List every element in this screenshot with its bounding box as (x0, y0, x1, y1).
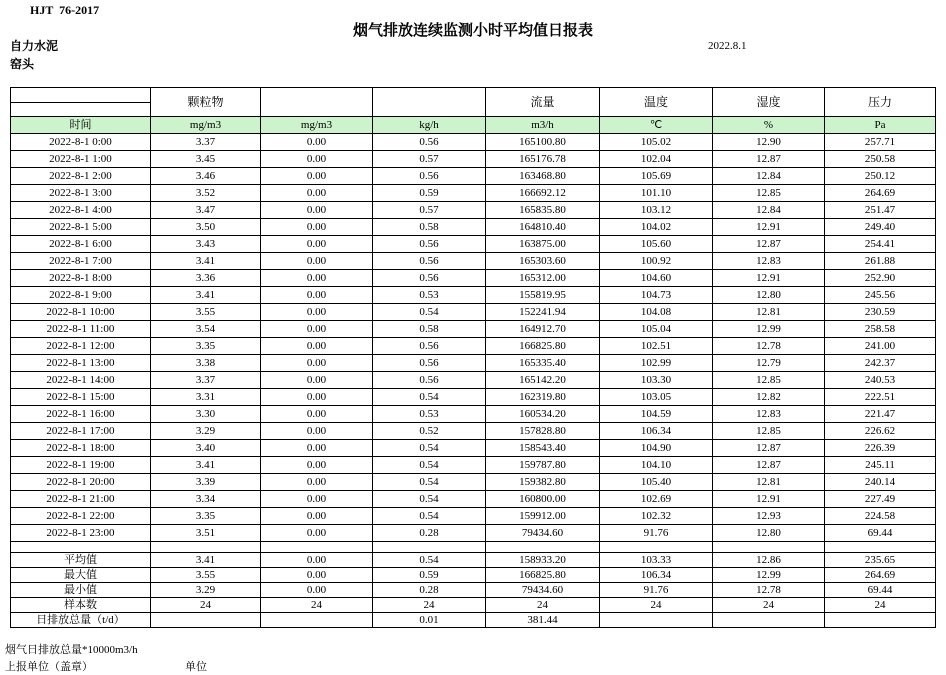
table-row (11, 474, 936, 491)
value-cell: 0.00 (261, 457, 373, 474)
value-cell: 0.56 (373, 134, 486, 151)
value-cell: 0.00 (261, 423, 373, 440)
value-cell: 159382.80 (486, 474, 600, 491)
value-cell: 3.46 (151, 168, 261, 185)
value-cell: 3.41 (151, 287, 261, 304)
summary-value-cell: 24 (373, 598, 486, 613)
value-cell: 12.81 (713, 304, 825, 321)
value-cell: 0.54 (373, 389, 486, 406)
time-cell: 2022-8-1 10:00 (11, 304, 151, 321)
col-header-temperature: 温度 (600, 88, 713, 117)
summary-value-cell: 24 (713, 598, 825, 613)
value-cell: 0.00 (261, 202, 373, 219)
value-cell: 12.99 (713, 321, 825, 338)
summary-value-cell: 24 (486, 598, 600, 613)
value-cell: 0.59 (373, 185, 486, 202)
time-cell: 2022-8-1 22:00 (11, 508, 151, 525)
time-cell: 2022-8-1 7:00 (11, 253, 151, 270)
value-cell: 3.47 (151, 202, 261, 219)
group-header-row (11, 88, 936, 103)
table-row (11, 202, 936, 219)
time-cell: 2022-8-1 2:00 (11, 168, 151, 185)
value-cell: 102.32 (600, 508, 713, 525)
value-cell: 245.56 (825, 287, 936, 304)
summary-value-cell: 12.86 (713, 553, 825, 568)
empty-cell (373, 542, 486, 553)
value-cell: 3.36 (151, 270, 261, 287)
value-cell: 3.52 (151, 185, 261, 202)
value-cell: 103.30 (600, 372, 713, 389)
unit-header-time: 时间 (11, 117, 151, 134)
value-cell: 3.51 (151, 525, 261, 542)
time-cell: 2022-8-1 4:00 (11, 202, 151, 219)
value-cell: 104.02 (600, 219, 713, 236)
value-cell: 0.00 (261, 508, 373, 525)
value-cell: 0.58 (373, 219, 486, 236)
value-cell: 0.56 (373, 355, 486, 372)
summary-value-cell (600, 613, 713, 628)
value-cell: 12.84 (713, 202, 825, 219)
value-cell: 105.69 (600, 168, 713, 185)
empty-cell (261, 542, 373, 553)
monitoring-site: 窑头 (10, 57, 35, 71)
unit-header-pa: Pa (825, 117, 936, 134)
table-row (11, 168, 936, 185)
value-cell: 105.40 (600, 474, 713, 491)
value-cell: 166825.80 (486, 338, 600, 355)
value-cell: 12.93 (713, 508, 825, 525)
table-row (11, 440, 936, 457)
summary-value-cell: 24 (151, 598, 261, 613)
value-cell: 12.80 (713, 525, 825, 542)
value-cell: 155819.95 (486, 287, 600, 304)
value-cell: 0.00 (261, 134, 373, 151)
time-cell: 2022-8-1 18:00 (11, 440, 151, 457)
empty-cell (11, 542, 151, 553)
time-cell: 2022-8-1 23:00 (11, 525, 151, 542)
value-cell: 102.51 (600, 338, 713, 355)
value-cell: 0.57 (373, 151, 486, 168)
value-cell: 242.37 (825, 355, 936, 372)
value-cell: 251.47 (825, 202, 936, 219)
unit-header-percent: % (713, 117, 825, 134)
value-cell: 0.00 (261, 168, 373, 185)
value-cell: 163875.00 (486, 236, 600, 253)
table-row (11, 321, 936, 338)
table-body (11, 134, 936, 628)
value-cell: 0.54 (373, 440, 486, 457)
summary-value-cell: 12.99 (713, 568, 825, 583)
empty-cell (151, 542, 261, 553)
value-cell: 3.55 (151, 304, 261, 321)
value-cell: 12.90 (713, 134, 825, 151)
value-cell: 12.79 (713, 355, 825, 372)
value-cell: 160534.20 (486, 406, 600, 423)
value-cell: 0.00 (261, 389, 373, 406)
page-title: 烟气排放连续监测小时平均值日报表 (352, 23, 593, 39)
summary-value-cell: 3.55 (151, 568, 261, 583)
company-name: 自力水泥 (10, 39, 59, 53)
value-cell: 3.41 (151, 253, 261, 270)
value-cell: 3.34 (151, 491, 261, 508)
value-cell: 3.35 (151, 338, 261, 355)
summary-row (11, 568, 936, 583)
table-row (11, 134, 936, 151)
value-cell: 104.90 (600, 440, 713, 457)
summary-value-cell: 0.00 (261, 583, 373, 598)
value-cell: 12.83 (713, 406, 825, 423)
value-cell: 249.40 (825, 219, 936, 236)
table-row (11, 253, 936, 270)
value-cell: 165142.20 (486, 372, 600, 389)
value-cell: 0.00 (261, 304, 373, 321)
time-cell: 2022-8-1 13:00 (11, 355, 151, 372)
value-cell: 0.52 (373, 423, 486, 440)
value-cell: 12.85 (713, 372, 825, 389)
value-cell: 3.39 (151, 474, 261, 491)
value-cell: 0.00 (261, 474, 373, 491)
summary-row (11, 598, 936, 613)
time-cell: 2022-8-1 14:00 (11, 372, 151, 389)
value-cell: 3.41 (151, 457, 261, 474)
value-cell: 162319.80 (486, 389, 600, 406)
value-cell: 165335.40 (486, 355, 600, 372)
summary-row (11, 613, 936, 628)
summary-label-cell: 最小值 (11, 583, 151, 598)
value-cell: 69.44 (825, 525, 936, 542)
value-cell: 157828.80 (486, 423, 600, 440)
table-row (11, 287, 936, 304)
summary-value-cell: 0.59 (373, 568, 486, 583)
value-cell: 12.80 (713, 287, 825, 304)
value-cell: 103.12 (600, 202, 713, 219)
summary-value-cell: 0.54 (373, 553, 486, 568)
unit-header-m3h: m3/h (486, 117, 600, 134)
value-cell: 0.00 (261, 219, 373, 236)
value-cell: 3.40 (151, 440, 261, 457)
summary-value-cell: 166825.80 (486, 568, 600, 583)
value-cell: 258.58 (825, 321, 936, 338)
value-cell: 0.00 (261, 185, 373, 202)
value-cell: 241.00 (825, 338, 936, 355)
value-cell: 160800.00 (486, 491, 600, 508)
time-cell: 2022-8-1 8:00 (11, 270, 151, 287)
value-cell: 12.87 (713, 440, 825, 457)
value-cell: 166692.12 (486, 185, 600, 202)
value-cell: 3.38 (151, 355, 261, 372)
empty-row (11, 542, 936, 553)
summary-value-cell: 69.44 (825, 583, 936, 598)
hourly-average-table (10, 87, 936, 628)
summary-value-cell: 264.69 (825, 568, 936, 583)
report-date: 2022.8.1 (708, 40, 747, 52)
header-corner-top (11, 88, 151, 103)
value-cell: 0.58 (373, 321, 486, 338)
value-cell: 79434.60 (486, 525, 600, 542)
summary-value-cell: 381.44 (486, 613, 600, 628)
value-cell: 102.99 (600, 355, 713, 372)
value-cell: 104.10 (600, 457, 713, 474)
table-row (11, 491, 936, 508)
value-cell: 0.00 (261, 151, 373, 168)
value-cell: 252.90 (825, 270, 936, 287)
summary-value-cell: 24 (261, 598, 373, 613)
value-cell: 100.92 (600, 253, 713, 270)
value-cell: 0.56 (373, 270, 486, 287)
time-cell: 2022-8-1 0:00 (11, 134, 151, 151)
value-cell: 264.69 (825, 185, 936, 202)
value-cell: 226.39 (825, 440, 936, 457)
table-row (11, 236, 936, 253)
table-row (11, 389, 936, 406)
summary-value-cell (151, 613, 261, 628)
value-cell: 3.30 (151, 406, 261, 423)
value-cell: 12.85 (713, 423, 825, 440)
summary-value-cell: 24 (825, 598, 936, 613)
value-cell: 0.56 (373, 253, 486, 270)
unit-header-mgm3-1: mg/m3 (151, 117, 261, 134)
value-cell: 0.00 (261, 236, 373, 253)
summary-value-cell: 235.65 (825, 553, 936, 568)
time-cell: 2022-8-1 6:00 (11, 236, 151, 253)
summary-value-cell: 106.34 (600, 568, 713, 583)
value-cell: 0.00 (261, 253, 373, 270)
table-row (11, 457, 936, 474)
summary-value-cell: 24 (600, 598, 713, 613)
col-header-blank-2 (373, 88, 486, 117)
time-cell: 2022-8-1 21:00 (11, 491, 151, 508)
value-cell: 164810.40 (486, 219, 600, 236)
value-cell: 245.11 (825, 457, 936, 474)
value-cell: 0.54 (373, 508, 486, 525)
value-cell: 224.58 (825, 508, 936, 525)
summary-label-cell: 日排放总量（t/d） (11, 613, 151, 628)
value-cell: 165303.60 (486, 253, 600, 270)
unit-header-kgh: kg/h (373, 117, 486, 134)
value-cell: 164912.70 (486, 321, 600, 338)
value-cell: 0.54 (373, 474, 486, 491)
time-cell: 2022-8-1 11:00 (11, 321, 151, 338)
value-cell: 91.76 (600, 525, 713, 542)
value-cell: 3.37 (151, 134, 261, 151)
table-row (11, 423, 936, 440)
value-cell: 0.56 (373, 168, 486, 185)
value-cell: 152241.94 (486, 304, 600, 321)
summary-value-cell: 0.28 (373, 583, 486, 598)
time-cell: 2022-8-1 19:00 (11, 457, 151, 474)
value-cell: 0.54 (373, 491, 486, 508)
summary-value-cell: 0.00 (261, 568, 373, 583)
summary-value-cell: 91.76 (600, 583, 713, 598)
unit-header-row (11, 117, 936, 134)
empty-cell (825, 542, 936, 553)
unit-header-celsius: ℃ (600, 117, 713, 134)
col-header-particulate: 颗粒物 (151, 88, 261, 117)
value-cell: 12.87 (713, 457, 825, 474)
table-row (11, 151, 936, 168)
value-cell: 0.53 (373, 406, 486, 423)
value-cell: 0.00 (261, 321, 373, 338)
value-cell: 0.00 (261, 287, 373, 304)
time-cell: 2022-8-1 15:00 (11, 389, 151, 406)
col-header-pressure: 压力 (825, 88, 936, 117)
value-cell: 165835.80 (486, 202, 600, 219)
value-cell: 226.62 (825, 423, 936, 440)
summary-label-cell: 平均值 (11, 553, 151, 568)
value-cell: 240.14 (825, 474, 936, 491)
value-cell: 12.78 (713, 338, 825, 355)
empty-cell (713, 542, 825, 553)
time-cell: 2022-8-1 1:00 (11, 151, 151, 168)
col-header-humidity: 湿度 (713, 88, 825, 117)
time-cell: 2022-8-1 5:00 (11, 219, 151, 236)
value-cell: 227.49 (825, 491, 936, 508)
value-cell: 3.54 (151, 321, 261, 338)
value-cell: 3.45 (151, 151, 261, 168)
time-cell: 2022-8-1 9:00 (11, 287, 151, 304)
time-cell: 2022-8-1 12:00 (11, 338, 151, 355)
value-cell: 12.87 (713, 151, 825, 168)
value-cell: 0.00 (261, 355, 373, 372)
value-cell: 3.50 (151, 219, 261, 236)
value-cell: 250.58 (825, 151, 936, 168)
unit-header-mgm3-2: mg/m3 (261, 117, 373, 134)
value-cell: 3.37 (151, 372, 261, 389)
value-cell: 3.29 (151, 423, 261, 440)
value-cell: 0.54 (373, 457, 486, 474)
value-cell: 165100.80 (486, 134, 600, 151)
table-row (11, 338, 936, 355)
value-cell: 0.00 (261, 525, 373, 542)
value-cell: 0.00 (261, 338, 373, 355)
value-cell: 12.82 (713, 389, 825, 406)
report-org-label: 上报单位（盖章） (5, 661, 93, 673)
time-cell: 2022-8-1 16:00 (11, 406, 151, 423)
header-corner-bottom (11, 103, 151, 117)
value-cell: 104.60 (600, 270, 713, 287)
summary-label-cell: 最大值 (11, 568, 151, 583)
value-cell: 0.00 (261, 491, 373, 508)
value-cell: 0.00 (261, 440, 373, 457)
summary-value-cell: 3.29 (151, 583, 261, 598)
value-cell: 159912.00 (486, 508, 600, 525)
summary-value-cell (261, 613, 373, 628)
time-cell: 2022-8-1 20:00 (11, 474, 151, 491)
value-cell: 250.12 (825, 168, 936, 185)
summary-value-cell: 3.41 (151, 553, 261, 568)
summary-value-cell: 103.33 (600, 553, 713, 568)
table-row (11, 270, 936, 287)
summary-value-cell (825, 613, 936, 628)
value-cell: 12.91 (713, 491, 825, 508)
col-header-blank-1 (261, 88, 373, 117)
value-cell: 261.88 (825, 253, 936, 270)
summary-row (11, 583, 936, 598)
value-cell: 254.41 (825, 236, 936, 253)
value-cell: 3.31 (151, 389, 261, 406)
empty-cell (486, 542, 600, 553)
value-cell: 104.73 (600, 287, 713, 304)
value-cell: 0.54 (373, 304, 486, 321)
value-cell: 0.56 (373, 372, 486, 389)
col-header-flow: 流量 (486, 88, 600, 117)
table-row (11, 525, 936, 542)
value-cell: 0.53 (373, 287, 486, 304)
table-row (11, 355, 936, 372)
value-cell: 103.05 (600, 389, 713, 406)
value-cell: 104.08 (600, 304, 713, 321)
summary-value-cell: 79434.60 (486, 583, 600, 598)
summary-value-cell: 0.01 (373, 613, 486, 628)
summary-row (11, 553, 936, 568)
footer-note: 烟气日排放总量*10000m3/h (5, 644, 138, 656)
value-cell: 105.60 (600, 236, 713, 253)
value-cell: 102.04 (600, 151, 713, 168)
table-row (11, 406, 936, 423)
table-row (11, 185, 936, 202)
value-cell: 12.91 (713, 270, 825, 287)
value-cell: 3.43 (151, 236, 261, 253)
doc-code: HJT 76-2017 (30, 3, 100, 17)
value-cell: 165176.78 (486, 151, 600, 168)
summary-value-cell: 12.78 (713, 583, 825, 598)
value-cell: 0.56 (373, 236, 486, 253)
summary-value-cell (713, 613, 825, 628)
time-cell: 2022-8-1 3:00 (11, 185, 151, 202)
value-cell: 0.00 (261, 372, 373, 389)
value-cell: 105.04 (600, 321, 713, 338)
value-cell: 101.10 (600, 185, 713, 202)
summary-label-cell: 样本数 (11, 598, 151, 613)
value-cell: 3.35 (151, 508, 261, 525)
value-cell: 159787.80 (486, 457, 600, 474)
table-row (11, 219, 936, 236)
value-cell: 240.53 (825, 372, 936, 389)
value-cell: 158543.40 (486, 440, 600, 457)
value-cell: 104.59 (600, 406, 713, 423)
summary-value-cell: 0.00 (261, 553, 373, 568)
value-cell: 12.85 (713, 185, 825, 202)
value-cell: 12.83 (713, 253, 825, 270)
value-cell: 102.69 (600, 491, 713, 508)
value-cell: 222.51 (825, 389, 936, 406)
value-cell: 230.59 (825, 304, 936, 321)
value-cell: 12.87 (713, 236, 825, 253)
value-cell: 0.57 (373, 202, 486, 219)
value-cell: 221.47 (825, 406, 936, 423)
value-cell: 165312.00 (486, 270, 600, 287)
value-cell: 12.91 (713, 219, 825, 236)
table-row (11, 304, 936, 321)
value-cell: 0.00 (261, 270, 373, 287)
value-cell: 0.28 (373, 525, 486, 542)
value-cell: 105.02 (600, 134, 713, 151)
value-cell: 0.56 (373, 338, 486, 355)
value-cell: 106.34 (600, 423, 713, 440)
table-row (11, 508, 936, 525)
value-cell: 163468.80 (486, 168, 600, 185)
value-cell: 0.00 (261, 406, 373, 423)
summary-value-cell: 158933.20 (486, 553, 600, 568)
value-cell: 12.84 (713, 168, 825, 185)
empty-cell (600, 542, 713, 553)
value-cell: 257.71 (825, 134, 936, 151)
value-cell: 12.81 (713, 474, 825, 491)
unit-label: 单位 (185, 661, 207, 673)
table-row (11, 372, 936, 389)
time-cell: 2022-8-1 17:00 (11, 423, 151, 440)
